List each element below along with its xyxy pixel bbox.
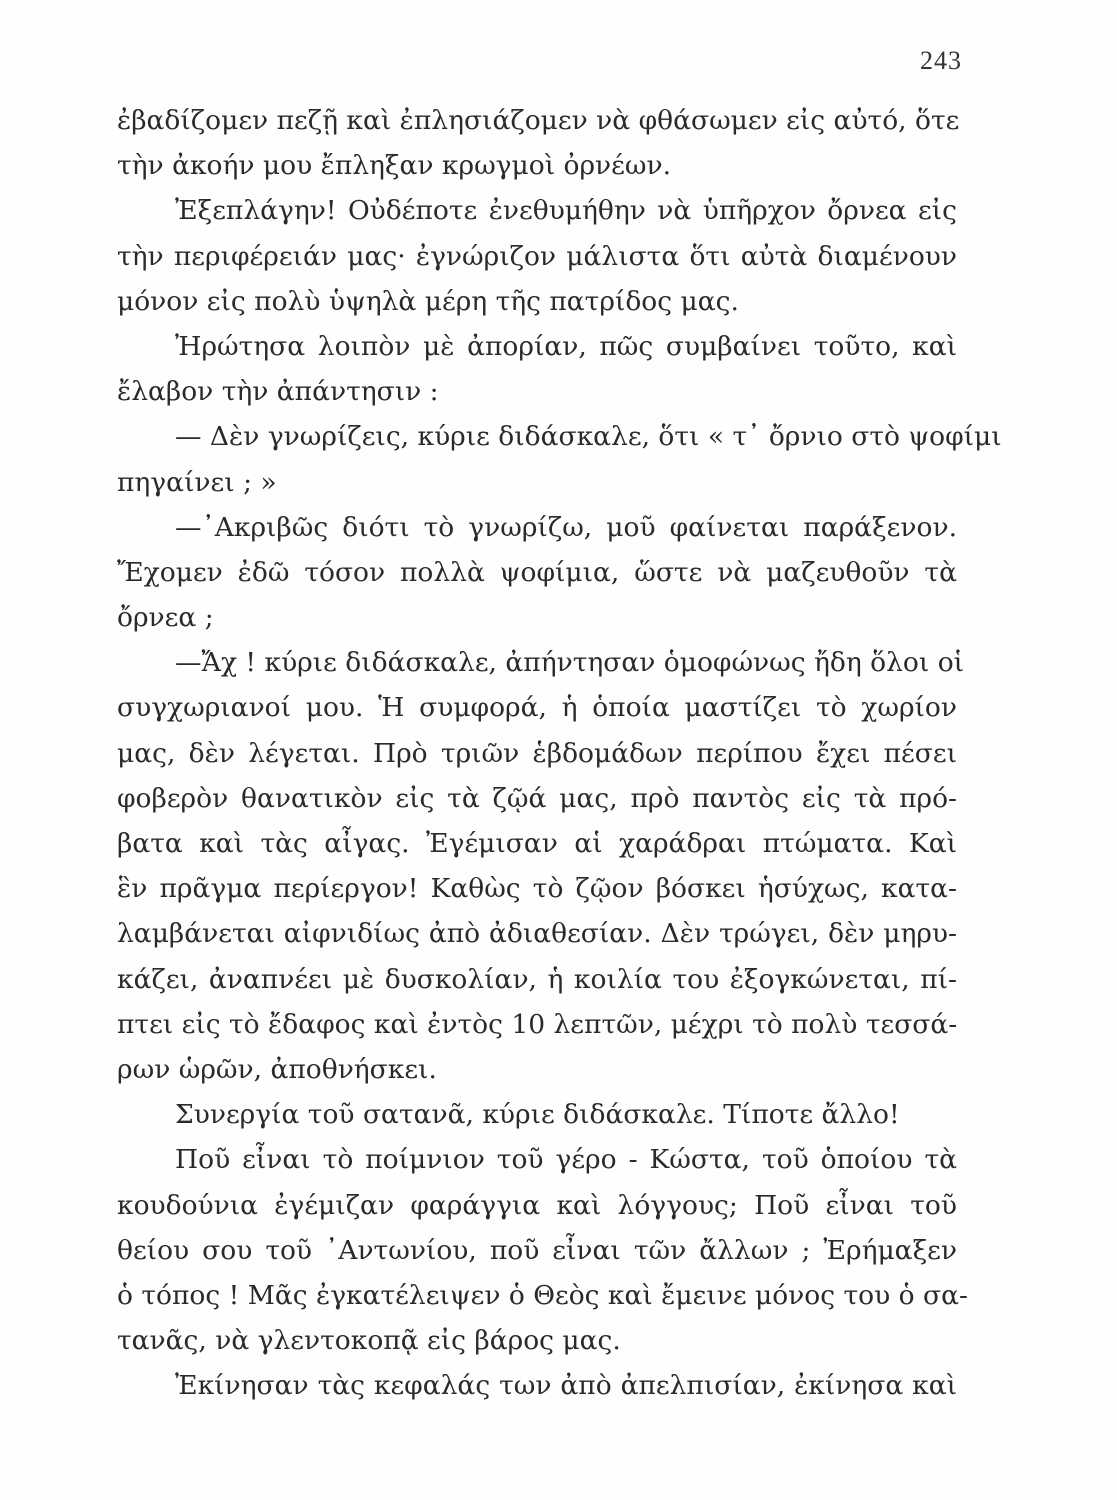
text-line: ρων ὡρῶν, ἀποθνήσκει. <box>117 1053 437 1085</box>
body-text <box>117 98 1002 1408</box>
text-line: Ἠρώτησα λοιπὸν μὲ ἀπορίαν, πῶς συμβαίνει τοῦτο, καὶ <box>175 330 957 362</box>
text-line: κουδούνια ἐγέμιζαν φαράγγια καὶ λόγγους; Ποῦ εἶναι τοῦ <box>117 1189 957 1221</box>
text-line: πηγαίνει ; » <box>117 466 277 498</box>
text-line: Ποῦ εἶναι τὸ ποίμνιον τοῦ γέρο - Κώστα, τοῦ ὁποίου τὰ <box>175 1144 957 1176</box>
text-line: βατα καὶ τὰς αἶγας. Ἐγέμισαν αἱ χαράδραι πτώματα. Καὶ <box>117 828 957 859</box>
text-line: ὁ τόπος ! Μᾶς ἐγκατέλειψεν ὁ Θεὸς καὶ ἔμεινε μόνος του ὁ σα- <box>117 1279 968 1311</box>
text-line: Ἐξεπλάγην! Οὐδέποτε ἐνεθυμήθην νὰ ὑπῆρχον ὄρνεα εἰς <box>175 195 957 227</box>
text-line: — Δὲν γνωρίζεις, κύριε διδάσκαλε, ὅτι « τ᾿ ὄρνιο στὸ ψοφίμι <box>175 421 1002 453</box>
text-line: ἐβαδίζομεν πεζῇ καὶ ἐπλησιάζομεν νὰ φθάσωμεν εἰς αὐτό, ὅτε <box>117 105 960 136</box>
text-line: ἓν πρᾶγμα περίεργον! Καθὼς τὸ ζῷον βόσκει ἡσύχως, κατα- <box>117 873 957 905</box>
text-line: Ἔχομεν ἐδῶ τόσον πολλὰ ψοφίμια, ὥστε νὰ μαζευθοῦν τὰ <box>117 556 957 588</box>
text-line: ἔλαβον τὴν ἀπάντησιν : <box>117 376 439 408</box>
text-line: τὴν ἀκοήν μου ἔπληξαν κρωγμοὶ ὀρνέων. <box>117 150 672 182</box>
text-line: κάζει, ἀναπνέει μὲ δυσκολίαν, ἡ κοιλία του ἐξογκώνεται, πί- <box>117 963 957 995</box>
text-line: —Ἄχ ! κύριε διδάσκαλε, ἀπήντησαν ὁμοφώνως ἤδη ὅλοι οἱ <box>175 647 965 679</box>
text-line: ὄρνεα ; <box>117 602 214 634</box>
text-line: φοβερὸν θανατικὸν εἰς τὰ ζῷά μας, πρὸ παντὸς εἰς τὰ πρό- <box>117 782 957 814</box>
page-number: 243 <box>920 46 962 75</box>
text-line: μας, δὲν λέγεται. Πρὸ τριῶν ἑβδομάδων περίπου ἔχει πέσει <box>117 737 957 769</box>
text-line: Συνεργία τοῦ σατανᾶ, κύριε διδάσκαλε. Τίποτε ἄλλο! <box>175 1099 900 1131</box>
text-line: μόνον εἰς πολὺ ὑψηλὰ μέρη τῆς πατρίδος μας. <box>117 285 739 317</box>
text-line: τὴν περιφέρειάν μας· ἐγνώριζον μάλιστα ὅτι αὐτὰ διαμένουν <box>117 240 957 272</box>
text-line: λαμβάνεται αἰφνιδίως ἀπὸ ἀδιαθεσίαν. Δὲν τρώγει, δὲν μηρυ- <box>117 918 957 950</box>
text-line: τανᾶς, νὰ γλεντοκοπᾷ εἰς βάρος μας. <box>117 1325 621 1357</box>
text-line: πτει εἰς τὸ ἔδαφος καὶ ἐντὸς 10 λεπτῶν, μέχρι τὸ πολὺ τεσσά- <box>117 1008 958 1040</box>
text-line: θείου σου τοῦ ᾿Αντωνίου, ποῦ εἶναι τῶν ἄλλων ; Ἐρήμαξεν <box>117 1234 957 1266</box>
text-line: Ἐκίνησαν τὰς κεφαλάς των ἀπὸ ἀπελπισίαν, ἐκίνησα καὶ <box>175 1370 957 1402</box>
text-line: συγχωριανοί μου. Ἡ συμφορά, ἡ ὁποία μαστίζει τὸ χωρίον <box>117 692 957 724</box>
text-line: —᾿Ακριβῶς διότι τὸ γνωρίζω, μοῦ φαίνεται παράξενον. <box>175 511 957 543</box>
